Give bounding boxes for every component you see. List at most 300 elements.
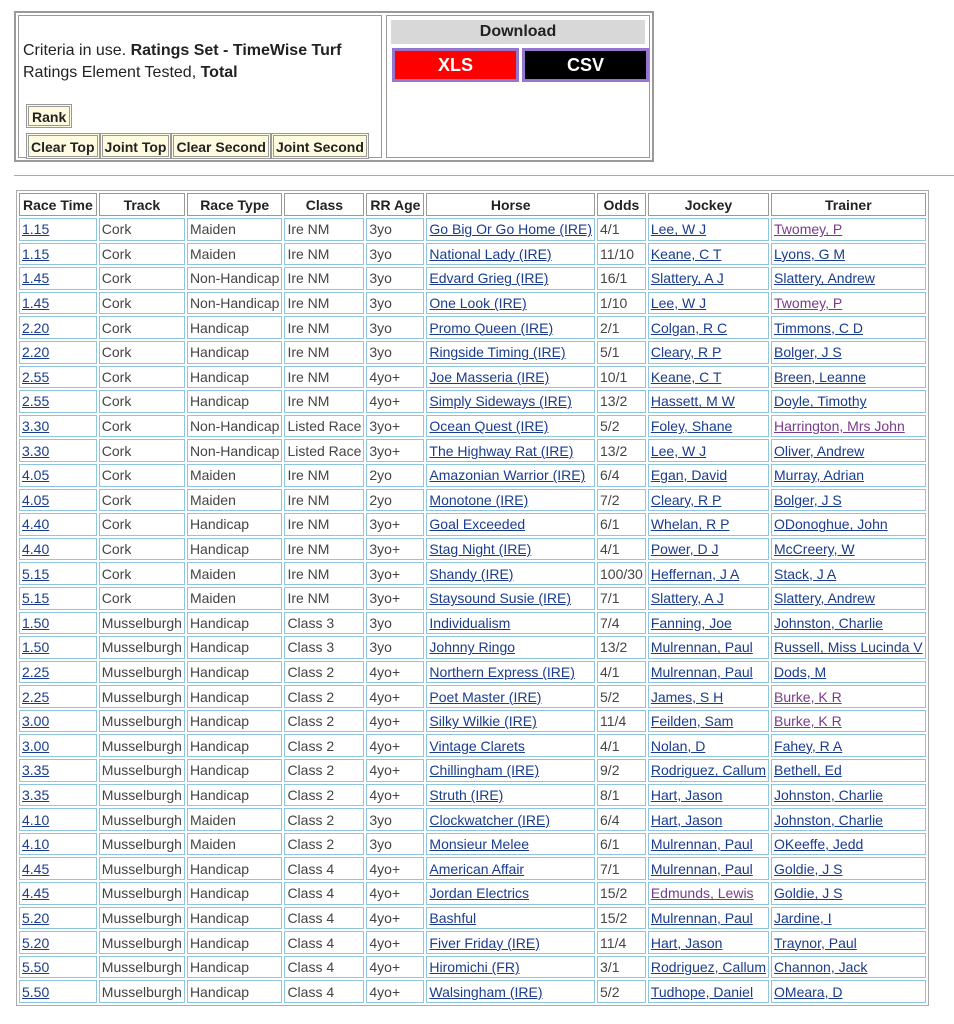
trainer-cell — [771, 267, 926, 290]
rr-age-cell: 3yo — [366, 612, 424, 635]
race-time-link[interactable]: 5.50 — [22, 959, 50, 976]
sort-buttons — [26, 133, 369, 159]
race-time-cell — [19, 882, 97, 905]
trainer-cell — [771, 439, 926, 462]
race-time-cell — [19, 390, 97, 413]
race-time-cell — [19, 439, 97, 462]
column-header-odds[interactable]: Odds — [597, 193, 646, 216]
jockey-cell — [648, 685, 769, 708]
horse-link[interactable]: Joe Masseria (IRE) — [429, 368, 550, 385]
race-time-cell — [19, 513, 97, 536]
rr-age-cell: 4yo+ — [366, 661, 424, 684]
trainer-link[interactable]: Timmons, C D — [774, 319, 863, 336]
race-time-link[interactable]: 4.10 — [22, 811, 50, 828]
criteria-box — [18, 15, 382, 158]
jockey-link[interactable]: Rodriguez, Callum — [650, 762, 767, 779]
class-cell: Class 2 — [284, 685, 364, 708]
jockey-link[interactable]: Nolan, D — [650, 737, 706, 754]
jockey-cell — [648, 390, 769, 413]
column-header-trainer[interactable]: Trainer — [771, 193, 926, 216]
race-type-cell: Maiden — [187, 808, 283, 831]
horse-link[interactable]: Chillingham (IRE) — [429, 762, 540, 779]
horse-cell — [426, 464, 595, 487]
trainer-link[interactable]: Dods, M — [774, 663, 827, 680]
trainer-cell — [771, 538, 926, 561]
trainer-cell — [771, 931, 926, 954]
jockey-link[interactable]: Power, D J — [650, 541, 719, 558]
odds-cell: 100/30 — [597, 562, 646, 585]
column-header-race-time[interactable]: Race Time — [19, 193, 97, 216]
race-type-cell: Handicap — [187, 636, 283, 659]
horse-link[interactable]: Goal Exceeded — [429, 516, 526, 533]
table-row — [19, 513, 926, 536]
track-cell: Cork — [99, 292, 185, 315]
column-header-track[interactable]: Track — [99, 193, 185, 216]
horse-link[interactable]: Promo Queen (IRE) — [429, 319, 554, 336]
rr-age-cell: 3yo+ — [366, 513, 424, 536]
trainer-cell — [771, 562, 926, 585]
class-cell: Ire NM — [284, 538, 364, 561]
odds-cell: 5/2 — [597, 415, 646, 438]
jockey-cell — [648, 464, 769, 487]
trainer-link[interactable]: Breen, Leanne — [774, 368, 866, 385]
table-row — [19, 415, 926, 438]
trainer-link[interactable]: Burke, K R — [774, 713, 842, 730]
jockey-link[interactable]: James, S H — [650, 688, 724, 705]
trainer-link[interactable]: Doyle, Timothy — [774, 393, 867, 410]
race-time-link[interactable]: 2.25 — [22, 688, 50, 705]
jockey-link[interactable]: Tudhope, Daniel — [650, 983, 754, 1000]
race-time-cell — [19, 956, 97, 979]
class-cell: Ire NM — [284, 562, 364, 585]
track-cell: Musselburgh — [99, 784, 185, 807]
horse-link[interactable]: Monotone (IRE) — [429, 491, 529, 508]
race-time-link[interactable]: 5.20 — [22, 934, 50, 951]
odds-cell: 4/1 — [597, 734, 646, 757]
track-cell: Musselburgh — [99, 685, 185, 708]
jockey-link[interactable]: Heffernan, J A — [650, 565, 740, 582]
horse-link[interactable]: Shandy (IRE) — [429, 565, 514, 582]
class-cell: Ire NM — [284, 390, 364, 413]
jockey-link[interactable]: Cleary, R P — [650, 491, 722, 508]
trainer-cell — [771, 882, 926, 905]
trainer-cell — [771, 366, 926, 389]
trainer-cell — [771, 956, 926, 979]
horse-cell — [426, 513, 595, 536]
race-time-link[interactable]: 3.30 — [22, 442, 50, 459]
race-time-link[interactable]: 5.20 — [22, 909, 50, 926]
horse-cell — [426, 808, 595, 831]
jockey-link[interactable]: Mulrennan, Paul — [650, 836, 753, 853]
odds-cell: 15/2 — [597, 907, 646, 930]
race-type-cell: Handicap — [187, 784, 283, 807]
rr-age-cell: 4yo+ — [366, 734, 424, 757]
race-time-cell — [19, 489, 97, 512]
rr-age-cell: 4yo+ — [366, 685, 424, 708]
horse-cell — [426, 636, 595, 659]
trainer-link[interactable]: Oliver, Andrew — [774, 442, 865, 459]
jockey-cell — [648, 710, 769, 733]
class-cell: Ire NM — [284, 513, 364, 536]
trainer-link[interactable]: Fahey, R A — [774, 737, 843, 754]
trainer-cell — [771, 980, 926, 1003]
jockey-cell — [648, 538, 769, 561]
joint-second-button[interactable]: Joint Second — [271, 133, 369, 159]
race-time-link[interactable]: 4.05 — [22, 491, 50, 508]
race-time-link[interactable]: 1.15 — [22, 245, 50, 262]
trainer-link[interactable]: Harrington, Mrs John — [774, 418, 905, 435]
horse-link[interactable]: Jordan Electrics — [429, 885, 530, 902]
race-time-link[interactable]: 2.20 — [22, 319, 50, 336]
trainer-link[interactable]: Goldie, J S — [774, 860, 843, 877]
jockey-link[interactable]: Lee, W J — [650, 442, 707, 459]
race-time-link[interactable]: 1.45 — [22, 270, 50, 287]
rr-age-cell: 4yo+ — [366, 366, 424, 389]
race-type-cell: Maiden — [187, 562, 283, 585]
jockey-cell — [648, 636, 769, 659]
jockey-link[interactable]: Egan, David — [650, 467, 728, 484]
jockey-cell — [648, 267, 769, 290]
jockey-link[interactable]: Mulrennan, Paul — [650, 909, 753, 926]
odds-cell: 11/4 — [597, 710, 646, 733]
trainer-link[interactable]: ODonoghue, John — [774, 516, 888, 533]
trainer-link[interactable]: Goldie, J S — [774, 885, 843, 902]
rr-age-cell: 3yo — [366, 808, 424, 831]
trainer-cell — [771, 489, 926, 512]
race-time-cell — [19, 316, 97, 339]
clear-second-button[interactable]: Clear Second — [171, 133, 270, 159]
race-time-link[interactable]: 4.10 — [22, 836, 50, 853]
jockey-link[interactable]: Foley, Shane — [650, 418, 733, 435]
horse-link[interactable]: Individualism — [429, 614, 511, 631]
race-time-link[interactable]: 1.15 — [22, 221, 50, 238]
ratings-set-label: Ratings Set - TimeWise Turf — [130, 42, 342, 59]
horse-cell — [426, 341, 595, 364]
rr-age-cell: 3yo — [366, 243, 424, 266]
trainer-link[interactable]: McCreery, W — [774, 541, 855, 558]
race-type-cell: Handicap — [187, 685, 283, 708]
class-cell: Class 3 — [284, 612, 364, 635]
class-cell: Class 4 — [284, 882, 364, 905]
race-type-cell: Handicap — [187, 734, 283, 757]
download-box — [386, 15, 650, 158]
trainer-link[interactable]: Murray, Adrian — [774, 467, 865, 484]
race-time-cell — [19, 907, 97, 930]
race-time-link[interactable]: 4.45 — [22, 860, 50, 877]
trainer-link[interactable]: OMeara, D — [774, 983, 843, 1000]
race-time-link[interactable]: 1.45 — [22, 295, 50, 312]
odds-cell: 13/2 — [597, 439, 646, 462]
class-cell: Class 4 — [284, 907, 364, 930]
race-type-cell: Handicap — [187, 980, 283, 1003]
odds-cell: 6/1 — [597, 833, 646, 856]
odds-cell: 1/10 — [597, 292, 646, 315]
track-cell: Cork — [99, 390, 185, 413]
race-type-cell: Handicap — [187, 931, 283, 954]
trainer-cell — [771, 292, 926, 315]
race-time-cell — [19, 636, 97, 659]
race-type-cell: Handicap — [187, 882, 283, 905]
race-type-cell: Handicap — [187, 390, 283, 413]
table-row — [19, 489, 926, 512]
trainer-link[interactable]: Johnston, Charlie — [774, 811, 883, 828]
odds-cell: 3/1 — [597, 956, 646, 979]
horse-link[interactable]: Bashful — [429, 909, 477, 926]
jockey-cell — [648, 587, 769, 610]
horse-link[interactable]: Go Big Or Go Home (IRE) — [429, 221, 593, 238]
jockey-link[interactable]: Mulrennan, Paul — [650, 860, 753, 877]
race-time-cell — [19, 784, 97, 807]
header-row — [19, 193, 926, 216]
table-row — [19, 931, 926, 954]
rank-button[interactable]: Rank — [26, 104, 72, 128]
odds-cell: 13/2 — [597, 390, 646, 413]
column-header-jockey[interactable]: Jockey — [648, 193, 769, 216]
horse-link[interactable]: Edvard Grieg (IRE) — [429, 270, 549, 287]
jockey-link[interactable]: Hassett, M W — [650, 393, 735, 410]
horse-link[interactable]: Silky Wilkie (IRE) — [429, 713, 537, 730]
jockey-link[interactable]: Hart, Jason — [650, 934, 723, 951]
trainer-link[interactable]: Lyons, G M — [774, 245, 846, 262]
jockey-link[interactable]: Slattery, A J — [650, 270, 724, 287]
table-row — [19, 366, 926, 389]
race-time-link[interactable]: 1.50 — [22, 614, 50, 631]
horse-cell — [426, 612, 595, 635]
column-header-class[interactable]: Class — [284, 193, 364, 216]
odds-cell: 6/4 — [597, 808, 646, 831]
race-time-cell — [19, 366, 97, 389]
table-row — [19, 661, 926, 684]
column-header-horse[interactable]: Horse — [426, 193, 595, 216]
trainer-link[interactable]: Bolger, J S — [774, 491, 842, 508]
divider — [14, 175, 954, 176]
odds-cell: 4/1 — [597, 661, 646, 684]
horse-cell — [426, 710, 595, 733]
race-time-cell — [19, 661, 97, 684]
race-time-link[interactable]: 3.35 — [22, 762, 50, 779]
horse-link[interactable]: Fiver Friday (IRE) — [429, 934, 540, 951]
class-cell: Ire NM — [284, 366, 364, 389]
rr-age-cell: 3yo — [366, 292, 424, 315]
track-cell: Musselburgh — [99, 759, 185, 782]
trainer-link[interactable]: Twomey, P — [774, 295, 843, 312]
trainer-link[interactable]: Burke, K R — [774, 688, 842, 705]
horse-link[interactable]: Struth (IRE) — [429, 786, 504, 803]
trainer-link[interactable]: Slattery, Andrew — [774, 590, 875, 607]
odds-cell: 5/2 — [597, 980, 646, 1003]
race-time-cell — [19, 759, 97, 782]
horse-link[interactable]: One Look (IRE) — [429, 295, 527, 312]
race-type-cell: Maiden — [187, 833, 283, 856]
race-time-link[interactable]: 4.45 — [22, 885, 50, 902]
race-type-cell: Maiden — [187, 587, 283, 610]
horse-link[interactable]: Hiromichi (FR) — [429, 959, 520, 976]
horse-link[interactable]: Ocean Quest (IRE) — [429, 418, 549, 435]
clear-top-button[interactable]: Clear Top — [26, 133, 100, 159]
column-header-race-type[interactable]: Race Type — [187, 193, 283, 216]
jockey-cell — [648, 489, 769, 512]
track-cell: Cork — [99, 439, 185, 462]
horse-link[interactable]: National Lady (IRE) — [429, 245, 552, 262]
race-time-cell — [19, 562, 97, 585]
jockey-link[interactable]: Colgan, R C — [650, 319, 728, 336]
class-cell: Class 3 — [284, 636, 364, 659]
race-time-cell — [19, 218, 97, 241]
jockey-cell — [648, 980, 769, 1003]
jockey-link[interactable]: Feilden, Sam — [650, 713, 734, 730]
jockey-link[interactable]: Lee, W J — [650, 221, 707, 238]
odds-cell: 5/2 — [597, 685, 646, 708]
race-time-cell — [19, 464, 97, 487]
trainer-link[interactable]: Bolger, J S — [774, 344, 842, 361]
race-time-link[interactable]: 1.50 — [22, 639, 50, 656]
horse-link[interactable]: Staysound Susie (IRE) — [429, 590, 572, 607]
horse-cell — [426, 316, 595, 339]
jockey-link[interactable]: Rodriguez, Callum — [650, 959, 767, 976]
horse-link[interactable]: Simply Sideways (IRE) — [429, 393, 572, 410]
track-cell: Cork — [99, 218, 185, 241]
horse-link[interactable]: The Highway Rat (IRE) — [429, 442, 574, 459]
horse-link[interactable]: Monsieur Melee — [429, 836, 530, 853]
table-row — [19, 562, 926, 585]
trainer-cell — [771, 390, 926, 413]
jockey-link[interactable]: Mulrennan, Paul — [650, 639, 753, 656]
race-time-link[interactable]: 4.40 — [22, 516, 50, 533]
odds-cell: 8/1 — [597, 784, 646, 807]
race-time-link[interactable]: 3.00 — [22, 737, 50, 754]
class-cell: Ire NM — [284, 316, 364, 339]
trainer-link[interactable]: Bethell, Ed — [774, 762, 842, 779]
race-time-cell — [19, 341, 97, 364]
race-time-cell — [19, 243, 97, 266]
jockey-cell — [648, 784, 769, 807]
track-cell: Musselburgh — [99, 636, 185, 659]
track-cell: Cork — [99, 316, 185, 339]
trainer-link[interactable]: Twomey, P — [774, 221, 843, 238]
table-row — [19, 341, 926, 364]
rr-age-cell: 3yo+ — [366, 538, 424, 561]
odds-cell: 4/1 — [597, 218, 646, 241]
race-time-cell — [19, 292, 97, 315]
race-time-link[interactable]: 2.25 — [22, 663, 50, 680]
track-cell: Cork — [99, 267, 185, 290]
trainer-link[interactable]: Slattery, Andrew — [774, 270, 875, 287]
race-time-link[interactable]: 5.15 — [22, 565, 50, 582]
odds-cell: 10/1 — [597, 366, 646, 389]
race-time-link[interactable]: 3.00 — [22, 713, 50, 730]
horse-link[interactable]: Clockwatcher (IRE) — [429, 811, 551, 828]
jockey-cell — [648, 882, 769, 905]
jockey-link[interactable]: Lee, W J — [650, 295, 707, 312]
odds-cell: 16/1 — [597, 267, 646, 290]
trainer-link[interactable]: Traynor, Paul — [774, 934, 857, 951]
race-time-cell — [19, 734, 97, 757]
horse-link[interactable]: Walsingham (IRE) — [429, 983, 543, 1000]
horse-link[interactable]: Stag Night (IRE) — [429, 541, 532, 558]
horse-link[interactable]: Amazonian Warrior (IRE) — [429, 467, 586, 484]
trainer-cell — [771, 759, 926, 782]
race-time-link[interactable]: 5.15 — [22, 590, 50, 607]
class-cell: Listed Race — [284, 439, 364, 462]
race-time-link[interactable]: 2.20 — [22, 344, 50, 361]
class-cell: Ire NM — [284, 267, 364, 290]
rr-age-cell: 3yo — [366, 833, 424, 856]
race-type-cell: Maiden — [187, 464, 283, 487]
race-time-link[interactable]: 3.35 — [22, 786, 50, 803]
rr-age-cell: 3yo — [366, 267, 424, 290]
track-cell: Cork — [99, 464, 185, 487]
jockey-link[interactable]: Whelan, R P — [650, 516, 730, 533]
table-row — [19, 390, 926, 413]
jockey-link[interactable]: Hart, Jason — [650, 786, 723, 803]
horse-link[interactable]: Vintage Clarets — [429, 737, 525, 754]
race-time-link[interactable]: 4.05 — [22, 467, 50, 484]
xls-download-button[interactable]: XLS — [392, 48, 519, 82]
race-type-cell: Maiden — [187, 243, 283, 266]
jockey-cell — [648, 857, 769, 880]
race-time-link[interactable]: 4.40 — [22, 541, 50, 558]
jockey-link[interactable]: Hart, Jason — [650, 811, 723, 828]
horse-link[interactable]: Poet Master (IRE) — [429, 688, 542, 705]
trainer-link[interactable]: Channon, Jack — [774, 959, 868, 976]
trainer-link[interactable]: Stack, J A — [774, 565, 837, 582]
horse-link[interactable]: Ringside Timing (IRE) — [429, 344, 566, 361]
race-time-link[interactable]: 2.55 — [22, 368, 50, 385]
rr-age-cell: 3yo+ — [366, 587, 424, 610]
class-cell: Class 2 — [284, 661, 364, 684]
table-row — [19, 784, 926, 807]
rr-age-cell: 3yo — [366, 341, 424, 364]
trainer-link[interactable]: Jardine, I — [774, 909, 832, 926]
trainer-link[interactable]: Johnston, Charlie — [774, 614, 883, 631]
jockey-link[interactable]: Slattery, A J — [650, 590, 724, 607]
horse-cell — [426, 390, 595, 413]
race-time-link[interactable]: 2.55 — [22, 393, 50, 410]
odds-cell: 2/1 — [597, 316, 646, 339]
track-cell: Musselburgh — [99, 857, 185, 880]
class-cell: Class 4 — [284, 980, 364, 1003]
jockey-link[interactable]: Fanning, Joe — [650, 614, 732, 631]
element-value: Total — [200, 64, 238, 81]
horse-link[interactable]: Northern Express (IRE) — [429, 663, 575, 680]
horse-link[interactable]: American Affair — [429, 860, 525, 877]
joint-top-button[interactable]: Joint Top — [100, 133, 172, 159]
trainer-link[interactable]: Russell, Miss Lucinda V — [774, 639, 923, 656]
jockey-link[interactable]: Mulrennan, Paul — [650, 663, 753, 680]
element-prefix: Ratings Element Tested, — [23, 64, 201, 81]
class-cell: Class 2 — [284, 759, 364, 782]
trainer-cell — [771, 612, 926, 635]
table-row — [19, 292, 926, 315]
trainer-cell — [771, 833, 926, 856]
jockey-link[interactable]: Keane, C T — [650, 368, 722, 385]
trainer-link[interactable]: Johnston, Charlie — [774, 786, 883, 803]
jockey-link[interactable]: Edmunds, Lewis — [650, 885, 754, 902]
trainer-cell — [771, 636, 926, 659]
horse-cell — [426, 489, 595, 512]
jockey-link[interactable]: Keane, C T — [650, 245, 722, 262]
column-header-rr-age[interactable]: RR Age — [366, 193, 424, 216]
jockey-cell — [648, 808, 769, 831]
horse-link[interactable]: Johnny Ringo — [429, 639, 516, 656]
race-time-link[interactable]: 5.50 — [22, 983, 50, 1000]
trainer-link[interactable]: OKeeffe, Jedd — [774, 836, 864, 853]
jockey-link[interactable]: Cleary, R P — [650, 344, 722, 361]
race-time-link[interactable]: 3.30 — [22, 418, 50, 435]
csv-download-button[interactable]: CSV — [522, 48, 649, 82]
table-row — [19, 980, 926, 1003]
race-time-cell — [19, 612, 97, 635]
